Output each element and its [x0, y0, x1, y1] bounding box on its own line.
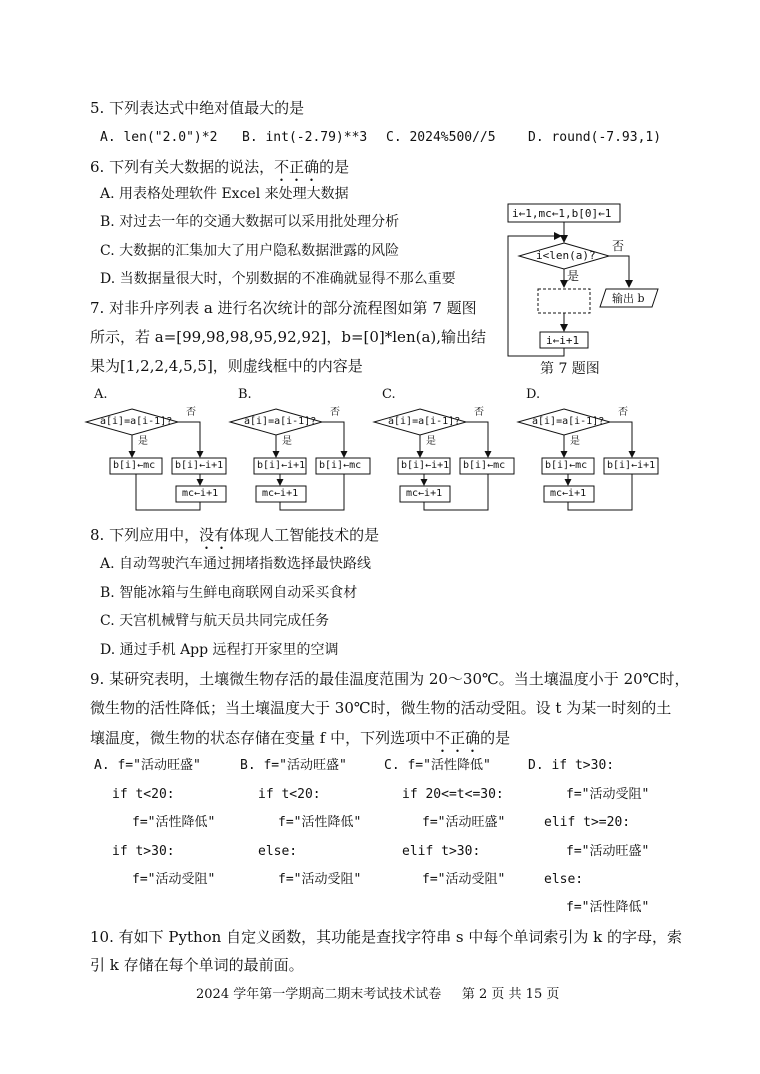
q9-a-line2: if t<20:	[112, 787, 175, 802]
q9-b-line1: B. f="活动旺盛"	[240, 758, 347, 773]
q10-line2: 引 k 存储在每个单词的最前面。	[90, 956, 304, 974]
option-a-label: A.	[94, 387, 108, 402]
q6-stem-prefix: 6. 下列有关大数据的说法，	[90, 158, 275, 176]
q9-c-line2: if 20<=t<=30:	[402, 787, 504, 802]
q9-a-line3: f="活性降低"	[132, 815, 216, 830]
q6-stem-suffix: 的是	[319, 158, 350, 176]
q9-b-line3: f="活性降低"	[278, 815, 362, 830]
q5-option-c: C. 2024%500//5	[386, 130, 496, 145]
q9-d-line5: else:	[544, 872, 584, 887]
q9-d-line3: elif t>=20:	[544, 815, 631, 830]
option-d-no-box-text: b[i]←i+1	[607, 460, 656, 471]
option-c-no-label: 否	[474, 407, 484, 418]
q5-option-b: B. int(-2.79)**3	[242, 130, 368, 145]
q9-b-line5: f="活动受阻"	[278, 872, 362, 887]
q6-option-d: D. 当数据量很大时，个别数据的不准确就显得不那么重要	[100, 271, 456, 287]
q7-yes-label: 是	[567, 269, 580, 283]
page-footer: 2024 学年第一学期高二期末考试技术试卷 第 2 页 共 15 页	[196, 987, 560, 1002]
option-b-no-box-text: b[i]←mc	[319, 460, 362, 471]
option-b-label: B.	[238, 387, 252, 402]
q7-output-text: 输出 b	[612, 292, 645, 305]
q9-a-line1: A. f="活动旺盛"	[94, 758, 201, 773]
q9-d-line4: f="活动旺盛"	[566, 844, 650, 859]
q9-c-line4: elif t>30:	[402, 844, 481, 859]
option-c-yes-label: 是	[426, 436, 436, 447]
q7-line3: 果为[1,2,2,4,5,5]，则虚线框中的内容是	[90, 357, 363, 375]
option-d-label: D.	[526, 387, 541, 402]
q7-line2: 所示，若 a=[99,98,98,95,92,92]，b=[0]*len(a),输出结	[90, 328, 487, 346]
option-c-condition: a[i]=a[i-1]?	[388, 416, 461, 427]
option-c-extra-text: mc←i+1	[406, 488, 443, 499]
option-a-no-arrow	[178, 422, 200, 457]
q9-d-line1: D. if t>30:	[528, 758, 615, 773]
q8-stem-suffix: 体现人工智能技术的是	[229, 526, 380, 544]
q5-option-a: A. len("2.0")*2	[100, 130, 218, 145]
q9-c-line3: f="活动旺盛"	[422, 815, 506, 830]
q7-increment-text: i←i+1	[546, 334, 580, 347]
option-b-yes-label: 是	[282, 436, 292, 447]
q8-stem-emphasis: 没有	[199, 526, 230, 544]
q8-option-b: B. 智能冰箱与生鲜电商联网自动采买食材	[100, 585, 358, 601]
q6-stem-emphasis: 不正确	[274, 158, 320, 176]
option-b-no-label: 否	[330, 407, 340, 418]
q7-dashed-box	[538, 289, 590, 313]
q6-option-a: A. 用表格处理软件 Excel 来处理大数据	[100, 186, 349, 202]
option-a-condition: a[i]=a[i-1]?	[100, 416, 173, 427]
q8-option-d: D. 通过手机 App 远程打开家里的空调	[100, 642, 339, 658]
q7-line1: 7. 对非升序列表 a 进行名次统计的部分流程图如第 7 题图	[90, 299, 477, 317]
option-d-yes-label: 是	[570, 436, 580, 447]
q9-d-line2: f="活动受阻"	[566, 787, 650, 802]
option-a-no-label: 否	[186, 407, 196, 418]
q9-line1: 9. 某研究表明，土壤微生物存活的最佳温度范围为 20～30℃。当土壤温度小于 20℃时，	[90, 670, 690, 688]
option-c-no-box-text: b[i]←mc	[463, 460, 506, 471]
option-d-condition: a[i]=a[i-1]?	[532, 416, 605, 427]
q6-stem	[90, 158, 349, 185]
q9-a-line5: f="活动受阻"	[132, 872, 216, 887]
option-d-no-label: 否	[618, 407, 628, 418]
option-c-no-arrow	[466, 422, 488, 457]
option-b-yes-box-text: b[i]←i+1	[257, 460, 306, 471]
option-d-yes-box-text: b[i]←mc	[545, 460, 588, 471]
q7-no-label: 否	[612, 239, 625, 253]
q6-option-b: B. 对过去一年的交通大数据可以采用批处理分析	[100, 214, 400, 230]
q9-b-line2: if t<20:	[258, 787, 321, 802]
option-d-no-arrow	[610, 422, 632, 457]
option-a-extra-text: mc←i+1	[182, 488, 219, 499]
q9-line2: 微生物的活性降低；当土壤温度大于 30℃时，微生物的活动受阻。设 t 为某一时刻的土	[90, 699, 672, 717]
q9-d-line6: f="活性降低"	[566, 900, 650, 915]
option-a-yes-label: 是	[138, 436, 148, 447]
q7-condition-text: i<len(a)?	[536, 249, 596, 262]
q9-line3-suffix: 的是	[480, 729, 511, 747]
q9-line3-emphasis: 不正确	[435, 729, 481, 747]
q7-init-text: i←1,mc←1,b[0]←1	[512, 207, 612, 220]
option-b-condition: a[i]=a[i-1]?	[244, 416, 317, 427]
q10-line1: 10. 有如下 Python 自定义函数，其功能是查找字符串 s 中每个单词索引为 k 的字母，索	[90, 928, 682, 946]
q9-b-line4: else:	[258, 844, 298, 859]
option-d-extra-text: mc←i+1	[550, 488, 587, 499]
q7-figure-caption: 第 7 题图	[540, 361, 600, 377]
option-a-yes-box-text: b[i]←mc	[113, 460, 156, 471]
q8-option-c: C. 天宫机械臂与航天员共同完成任务	[100, 613, 330, 629]
option-b-no-arrow	[322, 422, 344, 457]
option-b-extra-text: mc←i+1	[262, 488, 299, 499]
q8-stem	[90, 526, 379, 553]
q9-c-line5: f="活动受阻"	[422, 872, 506, 887]
q8-stem-prefix: 8. 下列应用中，	[90, 526, 200, 544]
option-a-no-box-text: b[i]←i+1	[175, 460, 224, 471]
q9-c-line1: C. f="活性降低"	[384, 758, 491, 773]
q9-a-line4: if t>30:	[112, 844, 175, 859]
q6-option-c: C. 大数据的汇集加大了用户隐私数据泄露的风险	[100, 243, 400, 259]
q5-option-d: D. round(-7.93,1)	[528, 130, 662, 145]
q5-stem: 5. 下列表达式中绝对值最大的是	[90, 99, 305, 117]
q9-line3	[90, 729, 510, 756]
q8-option-a: A. 自动驾驶汽车通过拥堵指数选择最快路线	[100, 556, 372, 572]
option-c-yes-box-text: b[i]←i+1	[401, 460, 450, 471]
q9-line3-prefix: 壤温度，微生物的状态存储在变量 f 中，下列选项中	[90, 729, 436, 747]
option-c-label: C.	[382, 387, 396, 402]
